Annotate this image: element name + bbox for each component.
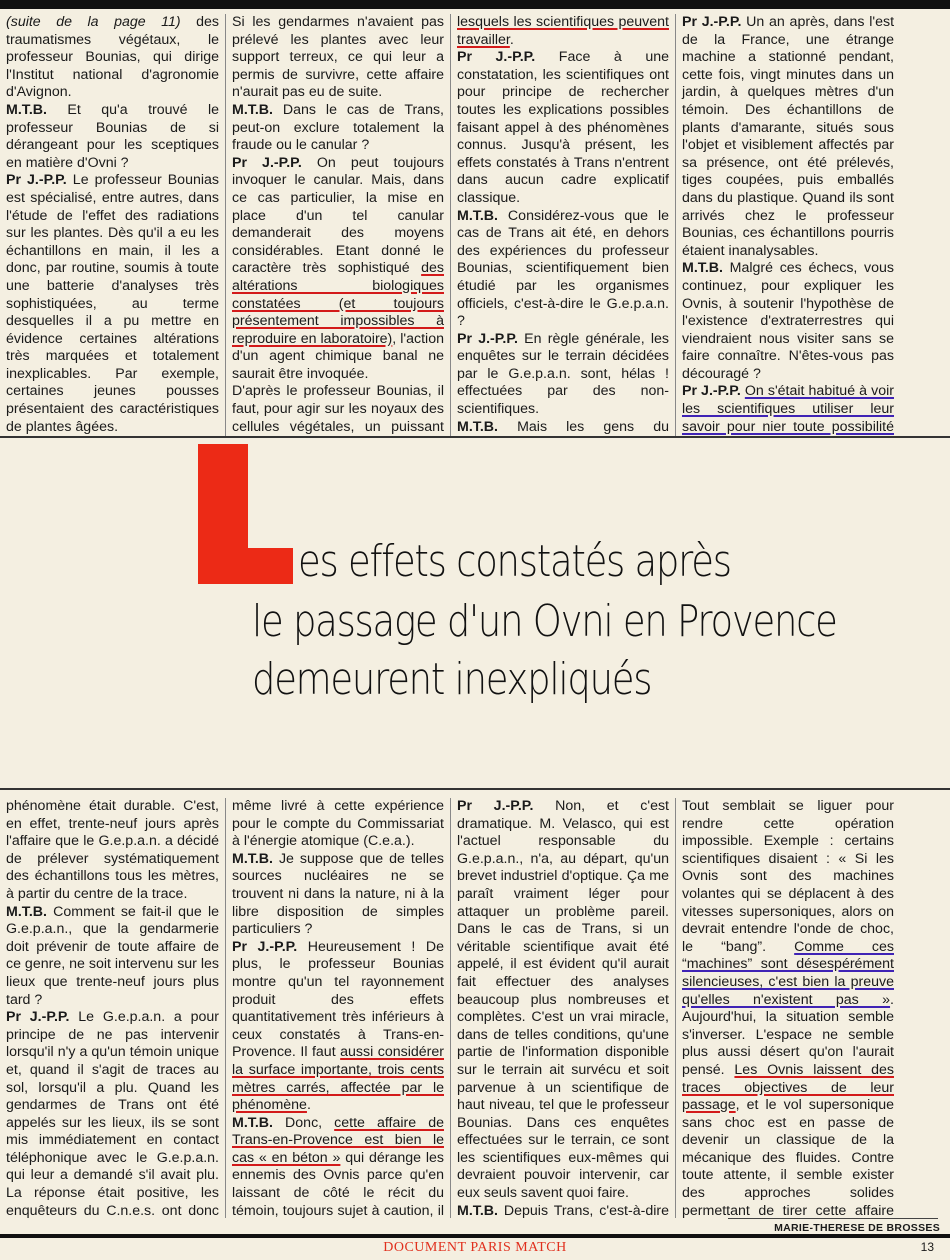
top-col-3	[450, 14, 675, 436]
bottom-col-3	[450, 798, 675, 1218]
paragraph	[457, 49, 669, 207]
paragraph-text: On peut toujours invoquer le canular. Mais, dans ce cas particulier, la mise en place d'un tel canular demanderait des moyens considérables. Etant donné le caractère très sophistiqué	[232, 154, 444, 277]
paragraph	[682, 260, 894, 383]
paragraph	[457, 798, 669, 1203]
paragraph-text: En règle générale, les enquêtes sur le terrain décidées par le G.e.p.a.n. sont, hélas ! effectuées par des non-scientifiques.	[457, 330, 669, 418]
paragraph-text: Depuis Trans, c'est-à-dire	[503, 1202, 669, 1218]
underlined-text: Comme ces “machines” sont désespérément silencieuses, c'est bien la preuve qu'elles n'existent pas »	[682, 938, 894, 1008]
paragraph-text: Si les gendarmes n'avaient pas prélevé les plantes avec leur support terreux, ce qui leur a permis de survivre, cette affaire n'aurait pas eu de suite.	[232, 14, 444, 101]
paragraph-text: Comment se fait-il que le G.e.p.a.n., que la gendarmerie doit prévenir de toute affaire de ce genre, ne soit intervenu sur les lieux que trente-neuf jours plus tard ?	[6, 903, 219, 1008]
paragraph	[682, 383, 894, 436]
speaker: Pr J.-P.P.	[6, 172, 67, 189]
paragraph-text: .	[306, 1097, 311, 1114]
top-col-4	[675, 14, 900, 436]
paragraph-text: Le professeur Bounias est spécialisé, entre autres, dans l'étude de l'effet des radiations sur les plantes. Dès qu'il a eu les échantillons en main, il les a donc, par routine, soumis à toute une batterie d'analyses très sophistiquées, au terme desquelles il a pu mettre en évidence certaines altérations très marquées et totalement inexplicables. Par exemple, certaines jeunes pousses présentaient des caractéristiques de plantes âgées.	[6, 172, 219, 435]
paragraph	[457, 1203, 669, 1218]
paragraph	[457, 331, 669, 419]
paragraph-text: Et qu'a trouvé le professeur Bounias de si dérangeant pour les sceptiques en matière d'Ovni ?	[6, 101, 219, 171]
paragraph	[457, 14, 669, 49]
headline-line-3: demeurent inexpliqués	[252, 654, 652, 705]
speaker: M.T.B.	[457, 1202, 498, 1218]
paragraph-text: Considérez-vous que le cas de Trans ait été, en dehors des expériences du professeur Bounias, scientifiquement bien étudié par les organismes officiels, c'est-à-dire le G.e.p.a.n. ?	[457, 207, 669, 330]
footer-rule	[0, 1234, 950, 1238]
drop-initial	[198, 444, 293, 584]
bottom-columns	[0, 798, 950, 1218]
paragraph	[6, 798, 219, 904]
footer-title: DOCUMENT PARIS MATCH	[383, 1240, 567, 1255]
paragraph-text: Mais les gens du	[517, 418, 669, 435]
speaker: Pr J.-P.P.	[6, 1009, 70, 1026]
speaker: M.T.B.	[232, 101, 273, 118]
paragraph	[6, 904, 219, 1010]
paragraph	[232, 1115, 444, 1218]
drop-initial-letter	[198, 444, 199, 445]
underlined-text: cette affaire de Trans-en-Provence est bien le cas « en béton »	[232, 1114, 444, 1166]
paragraph	[232, 939, 444, 1115]
underlined-text: aussi considérer la surface importante, trois cents mètres carrés, affectée par le phénomène	[232, 1044, 444, 1114]
speaker: Pr J.-P.P.	[457, 798, 534, 814]
speaker: M.T.B.	[682, 260, 723, 277]
headline-line-2: le passage d'un Ovni en Provence	[252, 596, 837, 647]
headline-block	[0, 436, 950, 792]
paragraph	[682, 798, 894, 1218]
paragraph-text: Face à une constatation, les scientifiques ont pour principe de rechercher toutes les explications possibles faisant appel à des phénomènes connus. Jusqu'à présent, les effets constatés à Trans n'entrent dans aucun cadre explicatif classique.	[457, 49, 669, 206]
top-rule	[0, 0, 950, 9]
speaker: Pr J.-P.P.	[232, 938, 298, 955]
paragraph	[6, 172, 219, 436]
paragraph-text: même livré à cette expérience pour le compte du Commissariat à l'énergie atomique (C.e.a.).	[232, 798, 444, 850]
paragraph-text: Non, et c'est dramatique. M. Velasco, qui est l'actuel responsable du G.e.p.a.n., n'a, au départ, qu'un brevet industriel d'optique. Ça me paraît vraiment léger pour attaquer un problème pareil. Dans le cas de Trans, si un véritable scientifique avait été appelé, il est évident qu'il aurait fait effectuer des analyses beaucoup plus nombreuses et complètes. C'est un vrai miracle, dans de telles conditions, qu'une partie de l'information disponible sur le terrain ait survécu et soit parvenue à un scientifique de haut niveau, tel que le professeur Bounias. Dans ces enquêtes effectuées sur le terrain, ce sont les scientifiques eux-mêmes qui devraient pouvoir intervenir, car eux seuls savent quoi faire.	[457, 798, 669, 1202]
paragraph	[232, 14, 444, 102]
paragraph	[6, 102, 219, 172]
paragraph-text: Heureusement ! De plus, le professeur Bounias montre qu'un tel rayonnement produit des effets quantitativement très inférieurs à ceux constatés à Trans-en-Provence. Il faut	[232, 938, 444, 1061]
paragraph-text: phénomène était durable. C'est, en effet, trente-neuf jours après l'affaire que le G.e.p.a.n. a décidé de prélever systématiquement des échantillons tous les mètres, à partir du centre de la trace.	[6, 798, 219, 902]
speaker: Pr J.-P.P.	[457, 49, 536, 66]
speaker: M.T.B.	[6, 903, 47, 920]
speaker: M.T.B.	[457, 207, 498, 224]
speaker: M.T.B.	[457, 418, 498, 435]
paragraph-text: qui dérange les ennemis des Ovnis parce qu'en laissant de côté le récit du témoin, toujours sujet à caution, il	[232, 1149, 444, 1218]
continuation-note: (suite de la page 11)	[6, 14, 181, 30]
underlined-text: Les Ovnis laissent des traces objectives de leur passage	[682, 1061, 894, 1114]
speaker: M.T.B.	[6, 101, 47, 118]
paragraph	[6, 1009, 219, 1218]
paragraph-text: Dans le cas de Trans, peut-on exclure totalement la fraude ou le canular ?	[232, 101, 444, 154]
paragraph-text: , l'action d'un agent chimique banal ne saurait être invoquée.	[232, 330, 444, 382]
top-col-2	[225, 14, 450, 436]
paragraph-text: D'après le professeur Bounias, il faut, pour agir sur les noyaux des cellules végétales, un puissant	[232, 383, 444, 435]
paragraph	[232, 155, 444, 384]
headline-line-1: es effets constatés après	[298, 536, 731, 587]
paragraph-text: Donc,	[272, 1114, 335, 1131]
bottom-col-2	[225, 798, 450, 1218]
paragraph-text: Malgré ces échecs, vous continuez, pour expliquer les Ovnis, à soutenir l'hypothèse de l'existence d'extraterrestres qui viendraient nous visiter sans se faire connaître. N'êtes-vous pas découragé ?	[682, 260, 894, 382]
paragraph-text: . Aujourd'hui, la situation semble s'inverser. L'espace ne semble plus aussi désert qu'on l'aurait pensé.	[682, 991, 894, 1078]
speaker: Pr J.-P.P.	[682, 383, 741, 400]
divider	[0, 788, 950, 790]
speaker: Pr J.-P.P.	[682, 14, 742, 30]
paragraph	[232, 798, 444, 851]
underlined-text: des altérations biologiques constatées (et toujours présentement impossibles à reproduire en laboratoire)	[232, 260, 444, 347]
paragraph-text: Un an après, dans l'est de la France, une étrange machine a stationné pendant, cette fois, vingt minutes dans un jardin, à quelques mètres d'un témoin. Des échantillons de plants d'amarante, situés sous l'objet et visiblement affectés par sa présence, ont été prélevés, tiges coupées, puis emballés dans du plastique. Quand ils sont arrivés chez le professeur Bounias, ces échantillons pourris étaient inanalysables.	[682, 14, 895, 259]
underlined-text: lesquels les scientifiques peuvent travailler	[457, 14, 669, 48]
paragraph	[232, 383, 444, 436]
paragraph-text: , et le vol supersonique sans choc est en passe de devenir un classique de la mécanique des fluides. Contre toute attente, il semble exister des approches solides permettant de tirer cette affaire	[682, 1097, 894, 1218]
divider	[0, 436, 950, 438]
paragraph	[232, 102, 444, 155]
paragraph	[232, 851, 444, 939]
paragraph-text: Tout semblait se liguer pour rendre cette opération impossible. Exemple : certains scientifiques disaient : « Si les Ovnis sont des machines volantes qui se déplacent à des vitesses supersoniques, alors on devrait entendre l'onde de choc, le “bang”.	[682, 798, 894, 955]
speaker: M.T.B.	[232, 1114, 273, 1131]
paragraph	[6, 14, 219, 102]
page-number: 13	[920, 1240, 934, 1254]
signature-rule	[728, 1218, 938, 1219]
paragraph-text: Je suppose que de telles sources nucléaires ne se trouvent ni dans la nature, ni à la libre disposition de simples particuliers ?	[232, 850, 444, 938]
paragraph-text: .	[509, 31, 514, 48]
top-col-1	[0, 14, 225, 436]
underlined-text: On s'était habitué à voir les scientifiques utiliser leur savoir pour nier toute possibilité	[682, 383, 894, 435]
author-signature: MARIE-THERESE DE BROSSES	[774, 1222, 940, 1234]
bottom-col-1	[0, 798, 225, 1218]
top-columns	[0, 14, 950, 436]
paragraph-text: Le G.e.p.a.n. a pour principe de ne pas intervenir lorsqu'il n'y a qu'un témoin unique et, quand il s'agit de traces au sol, lorsqu'il a plu. Quand les gendarmes de Trans ont été appelés sur les lieux, ils se sont mis immédiatement en contact téléphonique avec le G.e.p.a.n. qui leur a demandé s'il avait plu. La réponse était positive, les enquêteurs du C.n.e.s. ont donc	[6, 1009, 219, 1218]
bottom-col-4	[675, 798, 900, 1218]
paragraph	[457, 419, 669, 436]
speaker: Pr J.-P.P.	[232, 154, 302, 171]
speaker: Pr J.-P.P.	[457, 330, 518, 347]
paragraph-text: des traumatismes végétaux, le professeur Bounias, qui dirige l'Institut national d'agronomie d'Avignon.	[6, 14, 220, 101]
speaker: M.T.B.	[232, 850, 273, 867]
paragraph	[457, 208, 669, 331]
paragraph	[682, 14, 894, 260]
